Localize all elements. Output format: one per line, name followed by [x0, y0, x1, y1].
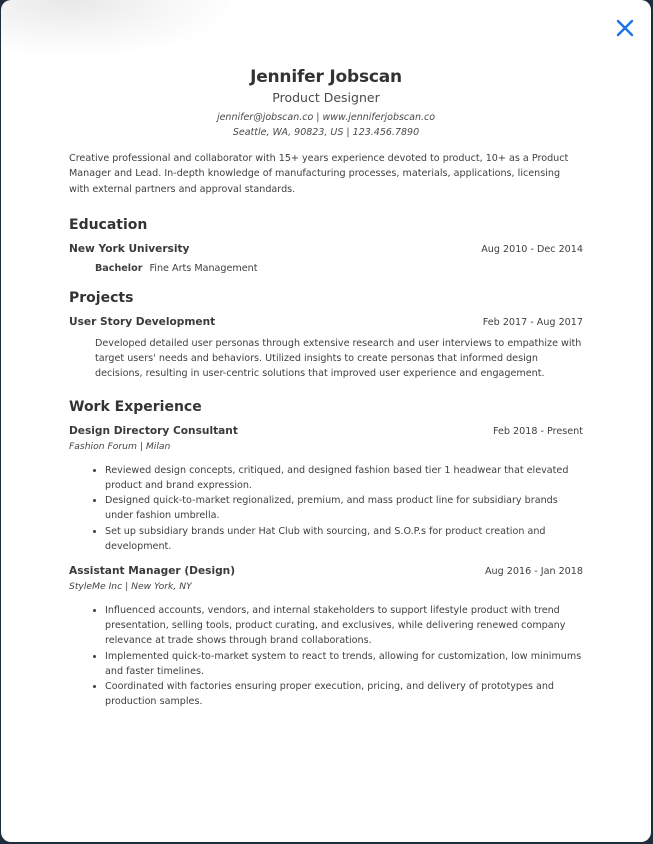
bullet-item: • Influenced accounts, vendors, and internal stakeholders to support lifestyle product with trend presentation, selling tools, product curating, and exclusives, while delivering renewed company relevance at trade shows through brand collaborations.: [105, 603, 583, 649]
contact-line-email-website: jennifer@jobscan.co | www.jenniferjobscan.co: [216, 112, 436, 123]
project-dates: Feb 2017 - Aug 2017: [482, 316, 583, 328]
job-title: Assistant Manager (Design): [69, 565, 236, 577]
section-heading-projects: Projects: [69, 289, 134, 306]
contact-line-address-phone: Seattle, WA, 90823, US | 123.456.7890: [232, 127, 420, 138]
section-heading-education: Education: [69, 216, 148, 233]
education-dates: Aug 2010 - Dec 2014: [481, 243, 583, 255]
school-name: New York University: [69, 242, 190, 255]
education-entry: [69, 241, 583, 276]
degree-type: Bachelor: [95, 262, 143, 274]
bullet-item: • Designed quick-to-market regionalized, premium, and mass product line for subsidiary brands under fashion umbrella.: [105, 493, 583, 523]
resume-document: [69, 62, 583, 709]
job-dates: Aug 2016 - Jan 2018: [484, 566, 583, 577]
resume-preview-modal: [1, 0, 651, 842]
project-name: User Story Development: [69, 315, 216, 328]
candidate-name: Jennifer Jobscan: [250, 67, 402, 87]
project-entry: [69, 314, 583, 382]
project-description: Developed detailed user personas through extensive research and user interviews to empathize with target users' needs and behaviors. Utilized insights to create personas that informed design decisions, resulting in user-centric solutions that improved user experience and engagement.: [95, 337, 582, 380]
modal-shadow-overlay: [1, 0, 231, 55]
work-entry: [69, 563, 583, 709]
job-bullets: [69, 463, 583, 554]
bullet-item: • Set up subsidiary brands under Hat Club with sourcing, and S.O.P.s for product creation and development.: [105, 524, 583, 554]
degree-field: Fine Arts Management: [149, 262, 258, 274]
candidate-title: Product Designer: [272, 90, 380, 105]
bullet-item: • Reviewed design concepts, critiqued, and designed fashion based tier 1 headwear that elevated product and brand expression.: [105, 463, 583, 493]
company-location: Fashion Forum | Milan: [69, 440, 171, 452]
job-bullets: [69, 603, 583, 709]
degree-line: [95, 261, 583, 276]
bullet-item: • Coordinated with factories ensuring proper execution, pricing, and delivery of prototypes and production samples.: [105, 679, 583, 709]
close-x-icon[interactable]: [613, 16, 637, 40]
work-entry: [69, 423, 583, 554]
section-heading-work-experience: Work Experience: [69, 398, 202, 415]
job-title: Design Directory Consultant: [69, 424, 238, 437]
professional-summary: Creative professional and collaborator with 15+ years experience devoted to product, 10+ as a Product Manager and Lead. In-depth knowledge of manufacturing processes, materials, applications, licensing with external partners and approval standards.: [69, 153, 569, 195]
bullet-item: • Implemented quick-to-market system to react to trends, allowing for customization, low minimums and faster timelines.: [105, 649, 583, 679]
job-dates: Feb 2018 - Present: [492, 425, 583, 437]
company-location: StyleMe Inc | New York, NY: [69, 581, 192, 592]
